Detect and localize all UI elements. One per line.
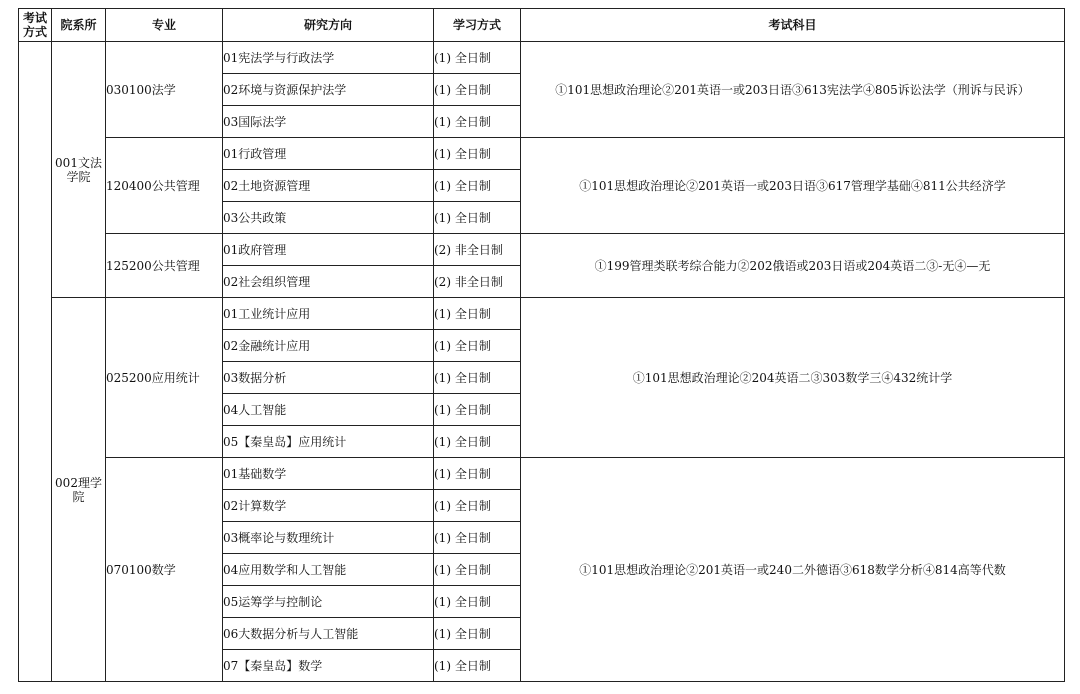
study-mode-cell: (1) 全日制: [434, 42, 521, 74]
research-direction-cell: 02环境与资源保护法学: [223, 74, 434, 106]
exam-subjects-cell: ①101思想政治理论②201英语一或240二外德语③618数学分析④814高等代数: [521, 458, 1065, 682]
exam-mode-cell: [19, 42, 52, 682]
research-direction-cell: 01行政管理: [223, 138, 434, 170]
exam-subjects-cell: ①101思想政治理论②201英语一或203日语③617管理学基础④811公共经济学: [521, 138, 1065, 234]
research-direction-cell: 03公共政策: [223, 202, 434, 234]
table-row: [19, 298, 1065, 330]
research-direction-cell: 03概率论与数理统计: [223, 522, 434, 554]
research-direction-cell: 01基础数学: [223, 458, 434, 490]
research-direction-cell: 06大数据分析与人工智能: [223, 618, 434, 650]
research-direction-cell: 01宪法学与行政法学: [223, 42, 434, 74]
research-direction-cell: 01工业统计应用: [223, 298, 434, 330]
exam-subjects-cell: ①199管理类联考综合能力②202俄语或203日语或204英语二③-无④—无: [521, 234, 1065, 298]
research-direction-cell: 05运筹学与控制论: [223, 586, 434, 618]
research-direction-cell: 02计算数学: [223, 490, 434, 522]
research-direction-cell: 02社会组织管理: [223, 266, 434, 298]
study-mode-cell: (1) 全日制: [434, 330, 521, 362]
study-mode-cell: (1) 全日制: [434, 458, 521, 490]
research-direction-cell: 01政府管理: [223, 234, 434, 266]
study-mode-cell: (1) 全日制: [434, 650, 521, 682]
header-study-mode: 学习方式: [434, 9, 521, 42]
study-mode-cell: (2) 非全日制: [434, 234, 521, 266]
study-mode-cell: (1) 全日制: [434, 106, 521, 138]
study-mode-cell: (1) 全日制: [434, 298, 521, 330]
study-mode-cell: (1) 全日制: [434, 138, 521, 170]
table-row: [19, 458, 1065, 490]
study-mode-cell: (1) 全日制: [434, 554, 521, 586]
table-row: [19, 42, 1065, 74]
research-direction-cell: 04人工智能: [223, 394, 434, 426]
study-mode-cell: (1) 全日制: [434, 394, 521, 426]
major-cell: 025200应用统计: [106, 298, 223, 458]
major-cell: 120400公共管理: [106, 138, 223, 234]
study-mode-cell: (2) 非全日制: [434, 266, 521, 298]
research-direction-cell: 05【秦皇岛】应用统计: [223, 426, 434, 458]
header-major: 专业: [106, 9, 223, 42]
study-mode-cell: (1) 全日制: [434, 618, 521, 650]
study-mode-cell: (1) 全日制: [434, 426, 521, 458]
header-research-direction: 研究方向: [223, 9, 434, 42]
research-direction-cell: 02金融统计应用: [223, 330, 434, 362]
header-exam-mode: 考试方式: [19, 9, 52, 42]
study-mode-cell: (1) 全日制: [434, 522, 521, 554]
major-cell: 070100数学: [106, 458, 223, 682]
study-mode-cell: (1) 全日制: [434, 586, 521, 618]
exam-subjects-cell: ①101思想政治理论②201英语一或203日语③613宪法学④805诉讼法学（刑诉与民诉）: [521, 42, 1065, 138]
department-cell: 002理学院: [52, 298, 106, 682]
table-row: [19, 138, 1065, 170]
study-mode-cell: (1) 全日制: [434, 170, 521, 202]
header-row: [19, 9, 1065, 42]
study-mode-cell: (1) 全日制: [434, 490, 521, 522]
table-row: [19, 234, 1065, 266]
major-cell: 030100法学: [106, 42, 223, 138]
study-mode-cell: (1) 全日制: [434, 202, 521, 234]
research-direction-cell: 03国际法学: [223, 106, 434, 138]
study-mode-cell: (1) 全日制: [434, 362, 521, 394]
study-mode-cell: (1) 全日制: [434, 74, 521, 106]
major-cell: 125200公共管理: [106, 234, 223, 298]
header-exam-subjects: 考试科目: [521, 9, 1065, 42]
department-cell: 001文法学院: [52, 42, 106, 298]
admission-table: [18, 8, 1065, 682]
exam-subjects-cell: ①101思想政治理论②204英语二③303数学三④432统计学: [521, 298, 1065, 458]
research-direction-cell: 03数据分析: [223, 362, 434, 394]
research-direction-cell: 04应用数学和人工智能: [223, 554, 434, 586]
research-direction-cell: 02土地资源管理: [223, 170, 434, 202]
header-department: 院系所: [52, 9, 106, 42]
research-direction-cell: 07【秦皇岛】数学: [223, 650, 434, 682]
